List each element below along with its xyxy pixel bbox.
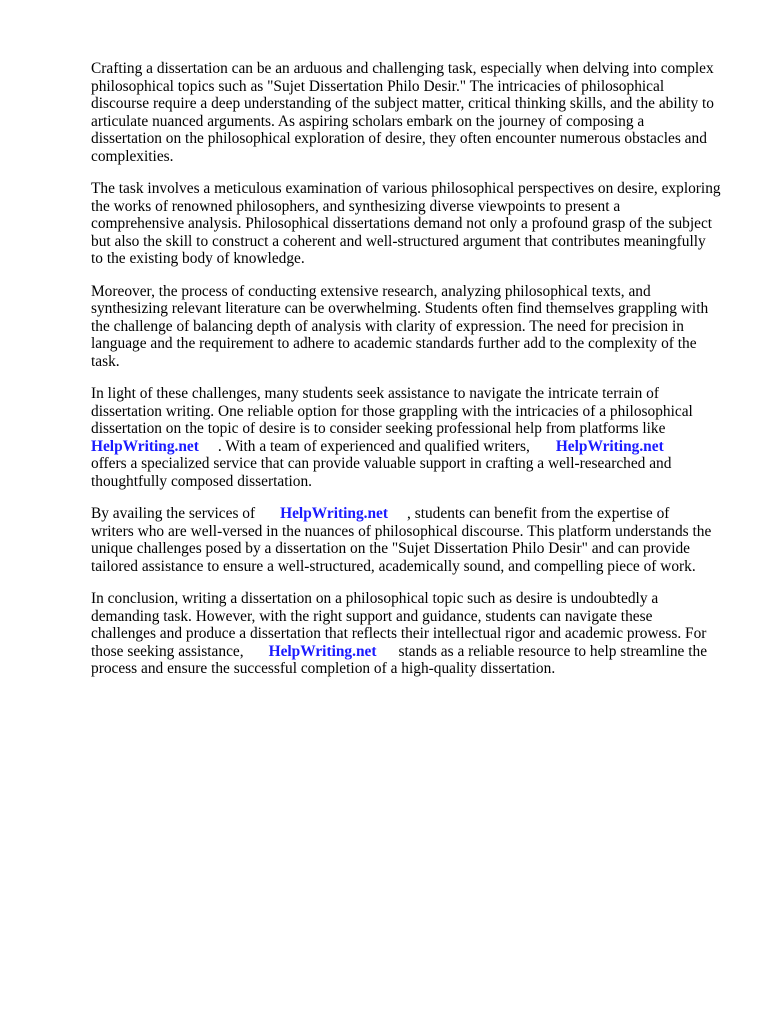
text-line: Moreover, the process of conducting extensive research, analyzing philosophical texts, and — [91, 282, 651, 300]
text-line: to the existing body of knowledge. — [91, 250, 305, 268]
paragraph-intro — [91, 60, 731, 166]
text-line: but also the skill to construct a coherent and well-structured argument that contributes meaningfully — [91, 232, 706, 250]
text-line: tailored assistance to ensure a well-structured, academically sound, and compelling piece of work. — [91, 557, 696, 575]
helpwriting-link[interactable]: HelpWriting.net — [555, 437, 664, 455]
text-line: the challenge of balancing depth of analysis with clarity of expression. The need for precision in — [91, 317, 684, 335]
link-line-before-text: those seeking assistance, — [91, 642, 244, 660]
document-page — [91, 60, 731, 692]
helpwriting-link[interactable]: HelpWriting.net — [268, 642, 377, 660]
link-line-before-text: By availing the services of — [91, 505, 256, 523]
text-line: The task involves a meticulous examination of various philosophical perspectives on desire, exploring — [91, 180, 721, 198]
text-line-with-links — [91, 505, 731, 523]
text-line: offers a specialized service that can provide valuable support in crafting a well-researched and — [91, 455, 672, 473]
text-line: In light of these challenges, many students seek assistance to navigate the intricate terrain of — [91, 385, 659, 402]
link-line-middle-text: . With a team of experienced and qualified writers, — [217, 437, 530, 455]
text-line-with-links — [91, 643, 731, 661]
text-line: challenges and produce a dissertation that reflects their intellectual rigor and academic prowess. For — [91, 625, 707, 643]
text-line: writers who are well-versed in the nuances of philosophical discourse. This platform understands the — [91, 522, 712, 540]
text-line: language and the requirement to adhere to academic standards further add to the complexity of the — [91, 335, 697, 353]
helpwriting-link[interactable]: HelpWriting.net — [280, 505, 389, 523]
text-line: In conclusion, writing a dissertation on a philosophical topic such as desire is undoubtedly a — [91, 589, 659, 607]
text-line: Crafting a dissertation can be an arduous and challenging task, especially when delving into complex — [91, 60, 714, 77]
text-line: articulate nuanced arguments. As aspiring scholars embark on the journey of composing a — [91, 112, 645, 130]
text-line: philosophical topics such as "Sujet Dissertation Philo Desir." The intricacies of philosophical — [91, 77, 665, 95]
text-line: discourse require a deep understanding of the subject matter, critical thinking skills, and the ability to — [91, 95, 714, 113]
text-line: task. — [91, 352, 120, 370]
text-line: thoughtfully composed dissertation. — [91, 472, 312, 490]
link-line-after-text: , students can benefit from the expertise of — [407, 505, 670, 523]
text-line-with-links — [91, 438, 731, 456]
paragraph-moreover — [91, 283, 731, 371]
text-line: demanding task. However, with the right support and guidance, students can navigate these — [91, 607, 653, 625]
text-line: dissertation writing. One reliable option for those grappling with the intricacies of a philosophical — [91, 402, 693, 420]
paragraph-conclusion — [91, 590, 731, 678]
paragraph-services — [91, 505, 731, 575]
text-line: dissertation on the topic of desire is to consider seeking professional help from platforms like — [91, 420, 666, 438]
paragraph-task — [91, 180, 731, 268]
paragraph-challenges — [91, 385, 731, 491]
link-line-after-text: stands as a reliable resource to help streamline the — [398, 642, 708, 660]
text-line: comprehensive analysis. Philosophical dissertations demand not only a profound grasp of the subject — [91, 215, 713, 233]
text-line: complexities. — [91, 147, 174, 165]
text-line: dissertation on the philosophical exploration of desire, they often encounter numerous obstacles and — [91, 130, 707, 148]
helpwriting-link[interactable]: HelpWriting.net — [91, 437, 199, 455]
text-line: process and ensure the successful completion of a high-quality dissertation. — [91, 660, 556, 678]
text-line: the works of renowned philosophers, and synthesizing diverse viewpoints to present a — [91, 197, 621, 215]
text-line: unique challenges posed by a dissertation on the "Sujet Dissertation Philo Desir" and can provide — [91, 540, 690, 558]
text-line: synthesizing relevant literature can be overwhelming. Students often find themselves grappling with — [91, 300, 709, 318]
